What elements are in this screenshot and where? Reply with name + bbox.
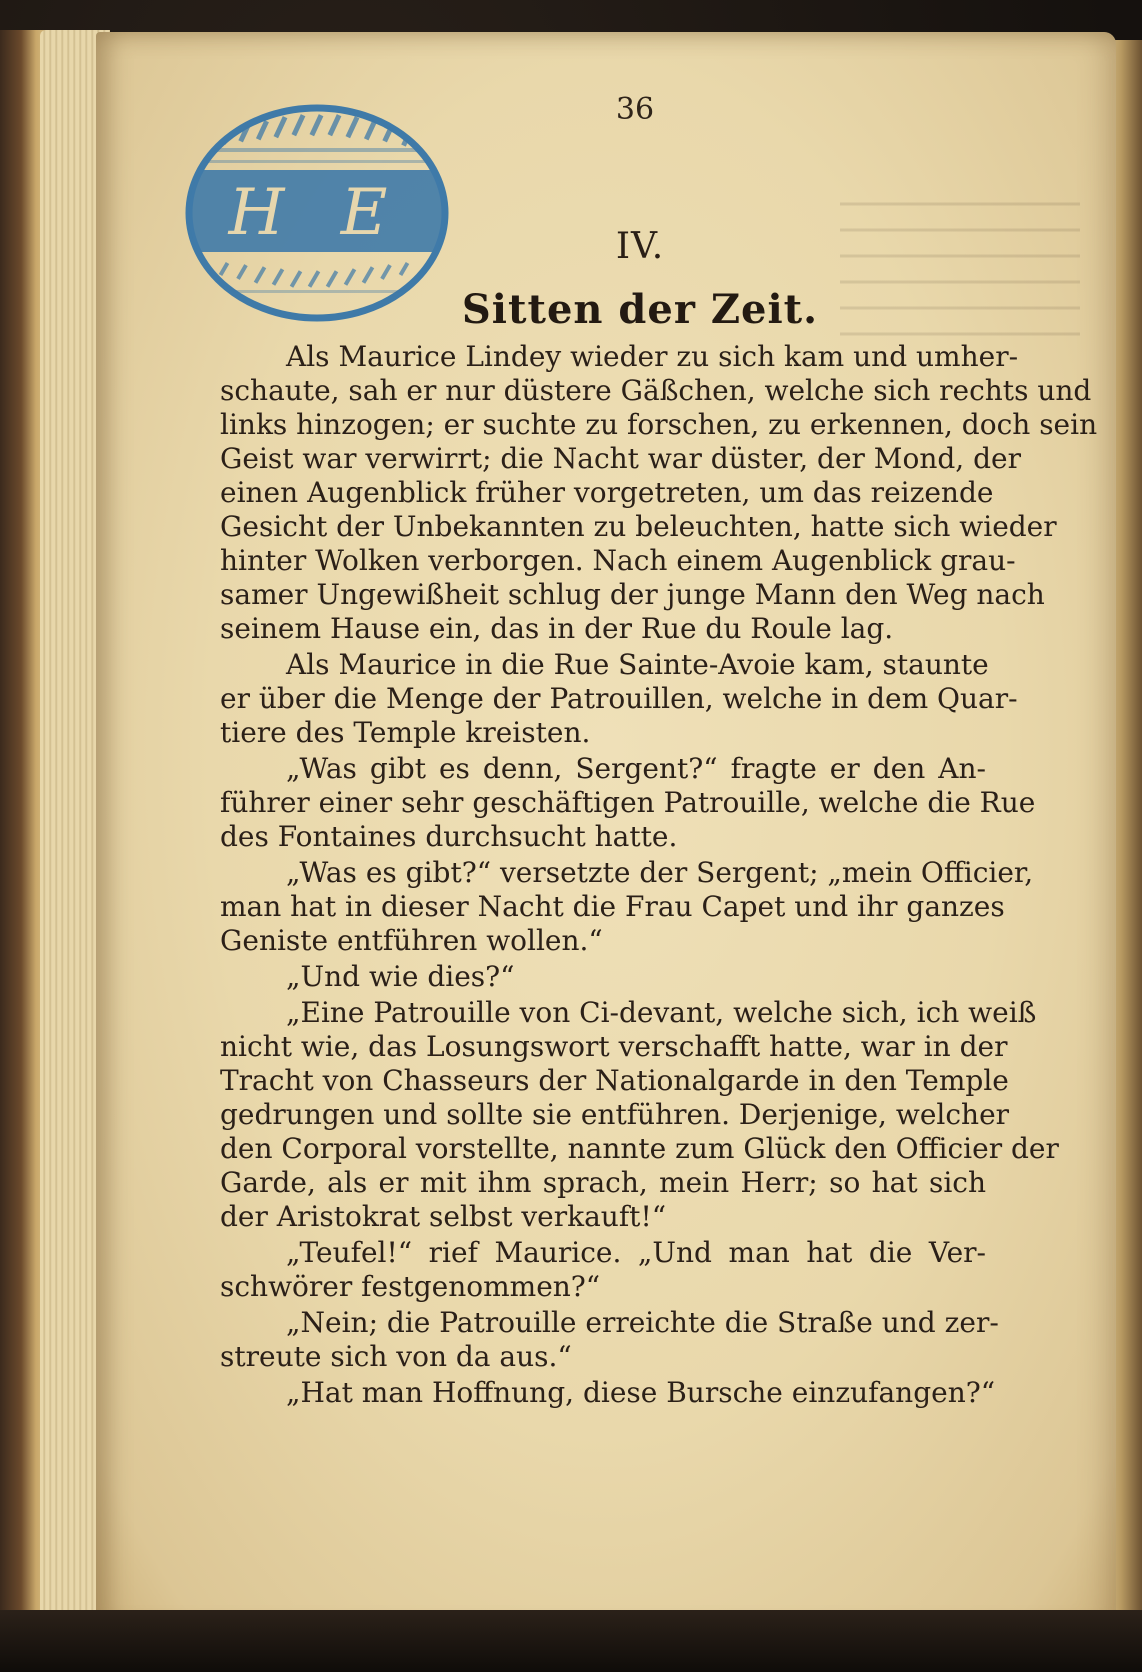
text-line: „Nein; die Patrouille erreichte die Straße und zer- <box>286 1306 999 1339</box>
text-line: nicht wie, das Losungswort verschafft hatte, war in der <box>220 1030 1008 1063</box>
library-stamp <box>184 102 450 324</box>
text-line: Gesicht der Unbekannten zu beleuchten, hatte sich wieder <box>220 510 1057 543</box>
text-line: „Eine Patrouille von Ci-devant, welche sich, ich weiß <box>286 996 1037 1029</box>
show-through-text <box>840 180 1080 340</box>
chapter-title: Sitten der Zeit. <box>461 286 819 333</box>
text-line: schwörer festgenommen?“ <box>220 1270 601 1303</box>
text-line: einen Augenblick früher vorgetreten, um das reizende <box>220 476 994 509</box>
book-bottom-edge <box>0 1610 1142 1672</box>
text-line: Geist war verwirrt; die Nacht war düster, der Mond, der <box>220 442 1021 475</box>
text-line: „Und wie dies?“ <box>286 960 515 993</box>
text-line: „Was es gibt?“ versetzte der Sergent; „mein Officier, <box>286 856 1034 889</box>
text-line: Als Maurice Lindey wieder zu sich kam und umher- <box>286 340 1019 373</box>
text-line: Geniste entführen wollen.“ <box>220 924 603 957</box>
text-line: Tracht von Chasseurs der Nationalgarde in den Temple <box>220 1064 1009 1097</box>
chapter-number: IV. <box>615 226 665 267</box>
text-line: gedrungen und sollte sie entführen. Derjenige, welcher <box>220 1098 1010 1131</box>
text-line: des Fontaines durchsucht hatte. <box>220 820 678 853</box>
text-line: tiere des Temple kreisten. <box>220 716 591 749</box>
text-line: er über die Menge der Patrouillen, welche in dem Quar- <box>220 682 1018 715</box>
text-line: den Corporal vorstellte, nannte zum Glück den Officier der <box>220 1132 1059 1165</box>
text-line: man hat in dieser Nacht die Frau Capet und ihr ganzes <box>220 890 1005 923</box>
text-line: Als Maurice in die Rue Sainte-Avoie kam, staunte <box>286 648 989 681</box>
text-line: seinem Hause ein, das in der Rue du Roule lag. <box>220 612 894 645</box>
text-line: der Aristokrat selbst verkauft!“ <box>220 1200 667 1233</box>
text-line: „Teufel!“ rief Maurice. „Und man hat die Ver- <box>286 1236 986 1269</box>
text-line: links hinzogen; er suchte zu forschen, zu erkennen, doch sein <box>220 408 1098 441</box>
text-line: schaute, sah er nur düstere Gäßchen, welche sich rechts und <box>220 374 1092 407</box>
text-line: „Hat man Hoffnung, diese Bursche einzufangen?“ <box>286 1376 996 1409</box>
text-line: „Was gibt es denn, Sergent?“ fragte er den An- <box>286 752 986 785</box>
page-number: 36 <box>615 92 655 127</box>
text-line: führer einer sehr geschäftigen Patrouille, welche die Rue <box>220 786 1036 819</box>
text-line: streute sich von da aus.“ <box>220 1340 572 1373</box>
text-line: Garde, als er mit ihm sprach, mein Herr; so hat sich <box>220 1166 986 1199</box>
text-line: hinter Wolken verborgen. Nach einem Augenblick grau- <box>220 544 1016 577</box>
stamp-initials: H E <box>228 176 406 250</box>
text-line: samer Ungewißheit schlug der junge Mann den Weg nach <box>220 578 1045 611</box>
